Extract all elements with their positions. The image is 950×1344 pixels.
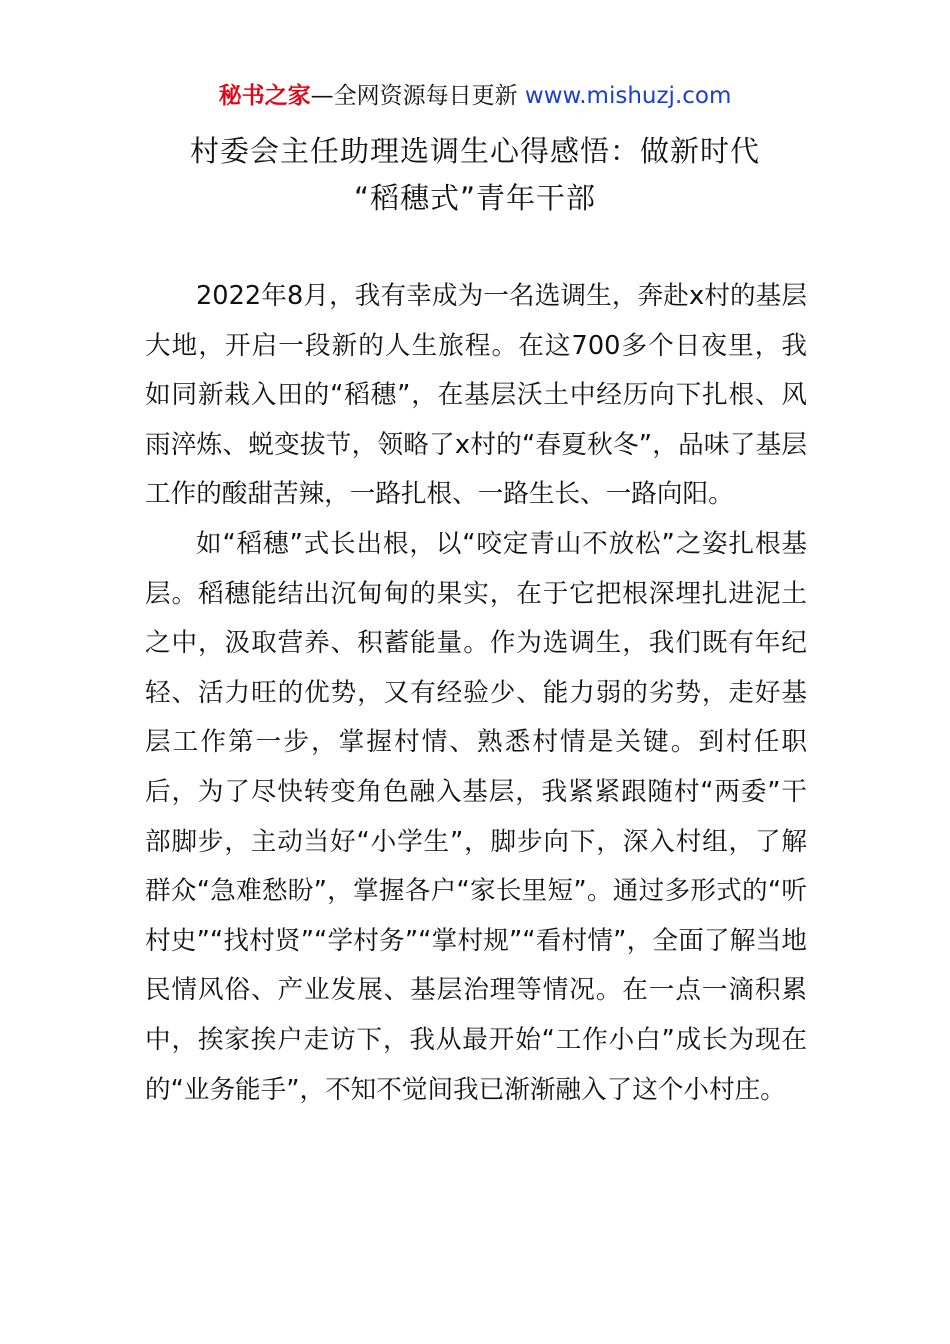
body-paragraph-2: 如“稻穗”式长出根，以“咬定青山不放松”之姿扎根基层。稻穗能结出沉甸甸的果实，在于它把根深埋扎进泥土之中，汲取营养、积蓄能量。作为选调生，我们既有年纪轻、活力旺的优势，又有经验少、能力弱的劣势，走好基层工作第一步，掌握村情、熟悉村情是关键。到村任职后，为了尽快转变角色融入基层，我紧紧跟随村“两委”干部脚步，主动当好“小学生”，脚步向下，深入村组，了解群众“急难愁盼”，掌握各户“家长里短”。通过多形式的“听村史”“找村贤”“学村务”“掌村规”“看村情”，全面了解当地民情风俗、产业发展、基层治理等情况。在一点一滴积累中，挨家挨户走访下，我从最开始“工作小白”成长为现在的“业务能手”，不知不觉间我已渐渐融入了这个小村庄。 xyxy=(145,528,807,1105)
site-tagline: —全网资源每日更新 xyxy=(310,83,525,109)
site-name: 秘书之家 xyxy=(218,83,311,109)
document-title xyxy=(100,128,850,222)
site-url-link[interactable]: www.mishuzj.com xyxy=(524,83,732,109)
body-paragraph-1: 2022年8月，我有幸成为一名选调生，奔赴x村的基层大地，开启一段新的人生旅程。在这700多个日夜里，我如同新栽入田的“稻穗”，在基层沃土中经历向下扎根、风雨淬炼、蜕变拔节，领略了x村的“春夏秋冬”，品味了基层工作的酸甜苦辣，一路扎根、一路生长、一路向阳。 xyxy=(145,281,807,510)
site-header xyxy=(0,80,950,112)
document-body xyxy=(145,272,807,1115)
document-title-line-1: 村委会主任助理选调生心得感悟：做新时代 xyxy=(189,134,760,168)
document-title-line-2: “稻穗式”青年干部 xyxy=(353,181,597,215)
